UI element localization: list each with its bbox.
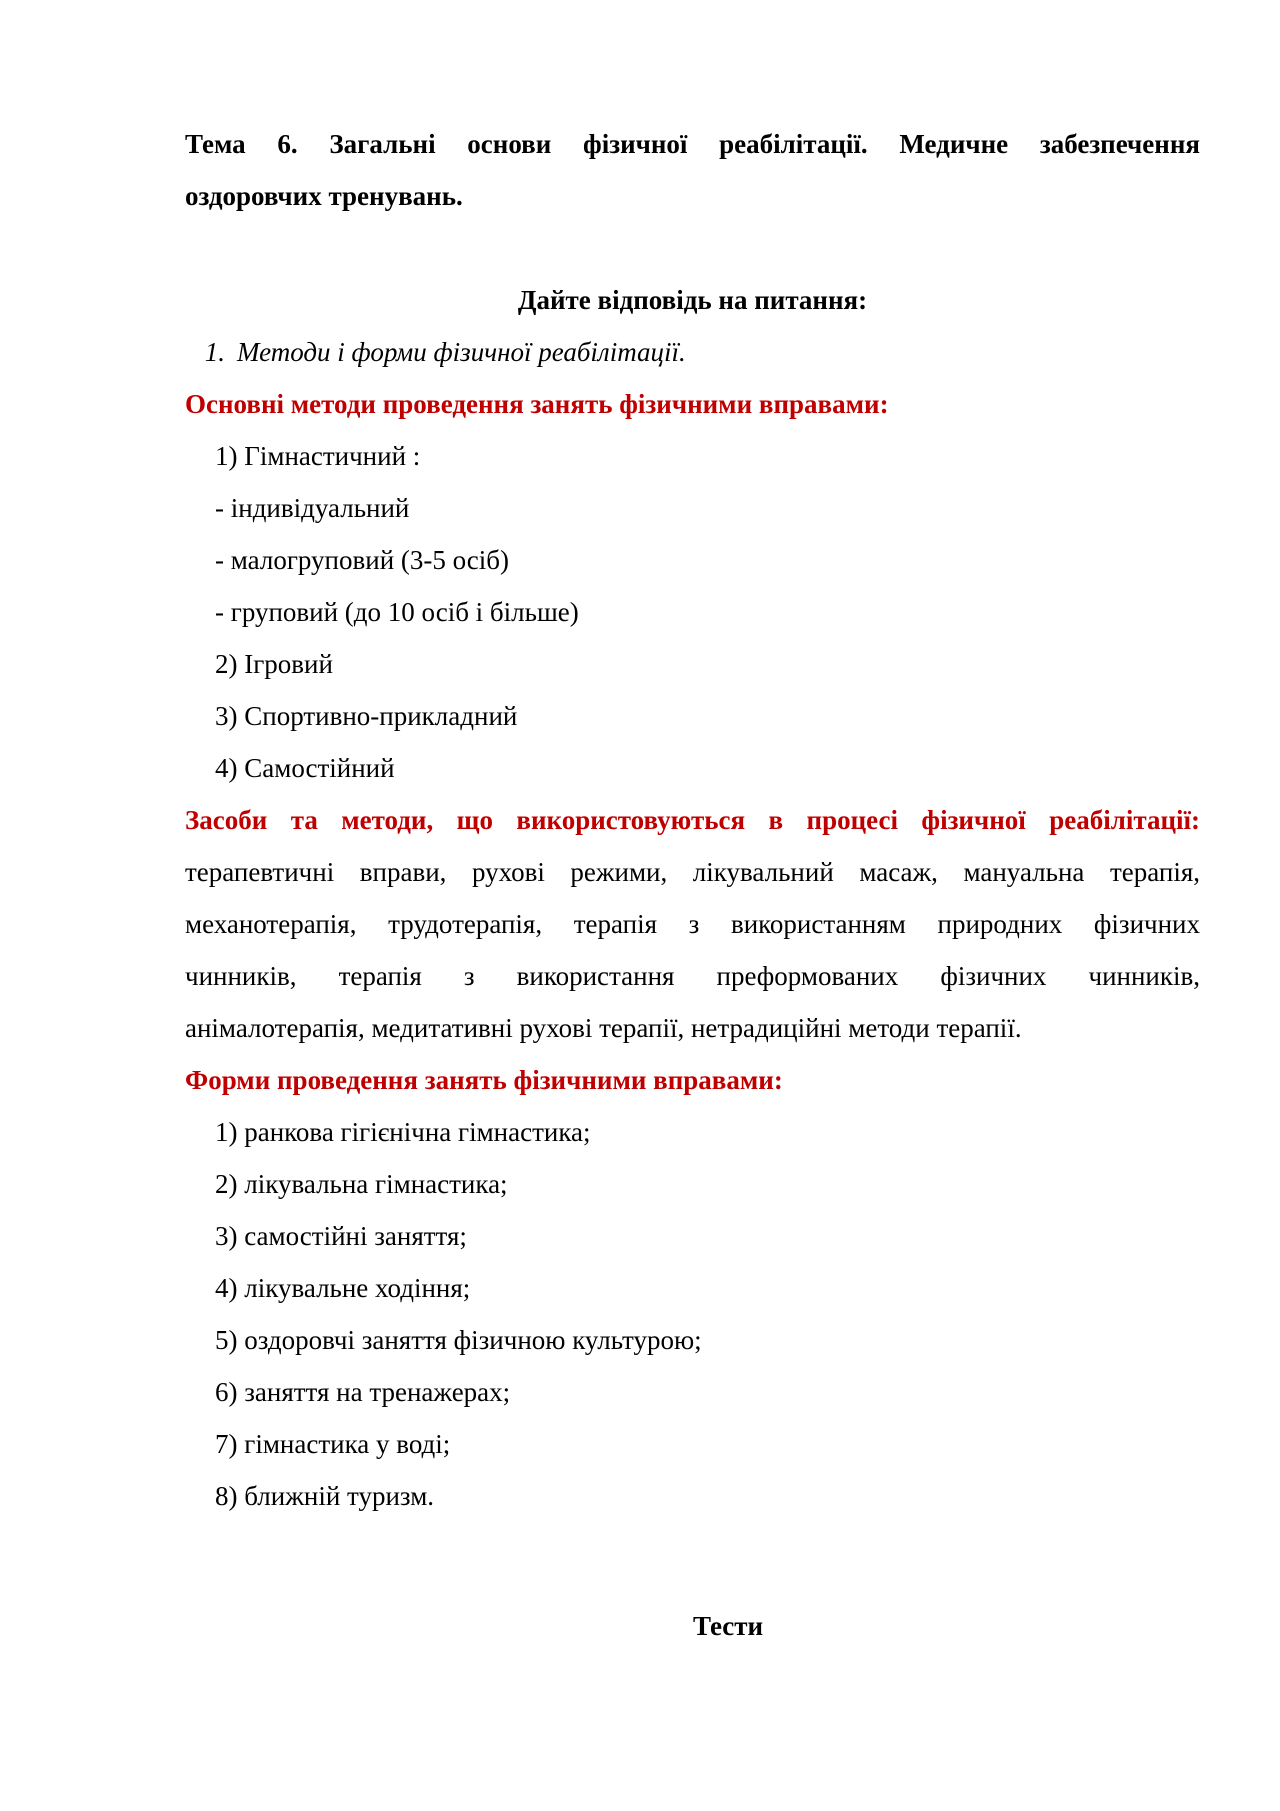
methods-item: 2) Ігровий	[215, 649, 333, 679]
forms-item: 5) оздоровчі заняття фізичною культурою;	[215, 1325, 702, 1355]
topic-title-line-2: оздоровчих тренувань.	[185, 181, 463, 211]
methods-item: 1) Гімнастичний :	[215, 441, 421, 471]
methods-item: - індивідуальний	[215, 493, 410, 523]
methods-item: 3) Спортивно-прикладний	[215, 701, 518, 731]
document-page	[185, 118, 1200, 1652]
forms-item: 2) лікувальна гімнастика;	[215, 1169, 508, 1199]
means-text-line: чинників, терапія з використання преформованих фізичних чинників,	[185, 961, 1200, 991]
spacer	[185, 1522, 1200, 1600]
question-number: 1.	[204, 337, 225, 367]
tests-heading: Тести	[693, 1611, 764, 1641]
question-item	[185, 326, 1200, 378]
question-text: Методи і форми фізичної реабілітації.	[237, 337, 686, 367]
forms-item: 6) заняття на тренажерах;	[215, 1377, 511, 1407]
means-text-line: анімалотерапія, медитативні рухові терапії, нетрадиційні методи терапії.	[185, 1013, 1022, 1043]
means-heading: Засоби та методи, що використовуються в процесі фізичної реабілітації:	[185, 805, 1200, 835]
topic-title-line-1: Тема 6. Загальні основи фізичної реабілітації. Медичне забезпечення	[185, 129, 1200, 159]
methods-heading: Основні методи проведення занять фізичними вправами:	[185, 389, 889, 419]
answer-prompt: Дайте відповідь на питання:	[517, 285, 868, 315]
forms-item: 8) ближній туризм.	[215, 1481, 435, 1511]
forms-item: 4) лікувальне ходіння;	[215, 1273, 471, 1303]
methods-item: - груповий (до 10 осіб і більше)	[215, 597, 579, 627]
methods-item: - малогруповий (3-5 осіб)	[215, 545, 510, 575]
forms-item: 7) гімнастика у воді;	[215, 1429, 451, 1459]
means-text-line: терапевтичні вправи, рухові режими, лікувальний масаж, мануальна терапія,	[185, 857, 1200, 887]
means-text-line: механотерапія, трудотерапія, терапія з використанням природних фізичних	[185, 909, 1200, 939]
methods-item: 4) Самостійний	[215, 753, 395, 783]
forms-item: 3) самостійні заняття;	[215, 1221, 467, 1251]
spacer	[185, 222, 1200, 274]
forms-heading: Форми проведення занять фізичними вправами:	[185, 1065, 783, 1095]
forms-item: 1) ранкова гігієнічна гімнастика;	[215, 1117, 591, 1147]
